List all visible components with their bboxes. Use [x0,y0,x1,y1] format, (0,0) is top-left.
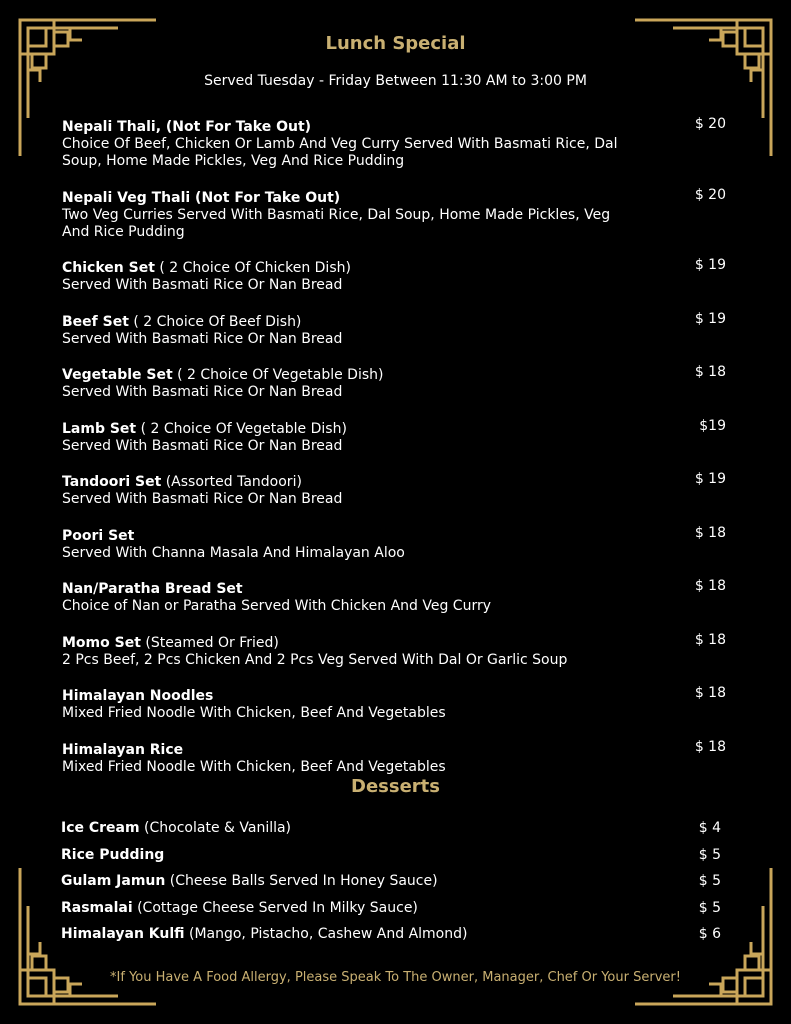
item-description: 2 Pcs Beef, 2 Pcs Chicken And 2 Pcs Veg Served With Dal Or Garlic Soup [62,651,568,668]
dessert-item [61,820,721,847]
item-price: $ 18 [694,364,726,380]
item-price: $19 [699,417,726,434]
dessert-item [61,926,721,953]
item-detail: ( 2 Choice Of Beef Dish) [128,313,302,330]
item-name: Poori Set [62,527,135,544]
menu-item [62,578,726,615]
dessert-detail: (Cheese Balls Served In Honey Sauce) [165,873,438,889]
menu-item [62,364,726,401]
serving-hours: Served Tuesday - Friday Between 11:30 AM to 3:00 PM [204,73,587,89]
item-price: $ 18 [694,578,726,594]
item-name: Himalayan Rice [62,741,184,758]
item-name: Beef Set [62,313,129,330]
item-name: Lamb Set [62,420,137,437]
dessert-price: $ 5 [698,899,721,916]
menu-item [62,525,726,562]
dessert-name: Himalayan Kulfi [61,926,185,942]
item-detail: ( 2 Choice Of Chicken Dish) [154,260,351,276]
item-description: Served With Basmati Rice Or Nan Bread [62,277,343,293]
allergy-note: *If You Have A Food Allergy, Please Speak To The Owner, Manager, Chef Or Your Server! [110,970,681,985]
item-name: Momo Set [62,634,141,651]
menu-item [62,311,726,348]
menu-item [62,257,726,294]
item-price: $ 19 [694,310,726,327]
dessert-detail: (Cottage Cheese Served In Milky Sauce) [132,899,418,916]
dessert-price: $ 5 [698,873,721,889]
dessert-price: $ 4 [698,820,721,836]
dessert-item [61,900,721,927]
item-name: Nan/Paratha Bread Set [62,581,243,597]
item-description: Served With Basmati Rice Or Nan Bread [62,384,343,400]
item-description: Choice of Nan or Paratha Served With Chicken And Veg Curry [62,598,492,614]
item-name: Tandoori Set [62,474,162,490]
item-description: Served With Basmati Rice Or Nan Bread [62,437,343,454]
item-name: Vegetable Set [62,367,173,383]
item-name: Nepali Thali, (Not For Take Out) [62,119,312,135]
menu-item [62,739,726,776]
menu-item [62,418,726,455]
lunch-items-list [62,116,726,792]
item-detail: ( 2 Choice Of Vegetable Dish) [136,420,347,437]
item-price: $ 19 [694,257,726,273]
dessert-name: Ice Cream [61,820,140,836]
item-detail: (Assorted Tandoori) [161,474,302,490]
dessert-price: $ 5 [698,846,721,863]
dessert-item [61,847,721,874]
item-price: $ 20 [694,116,726,132]
item-description: Two Veg Curries Served With Basmati Rice, Dal Soup, Home Made Pickles, Veg And Rice Pudding [62,206,611,240]
menu-item [62,632,726,669]
item-description: Served With Basmati Rice Or Nan Bread [62,491,343,507]
desserts-list [61,820,721,953]
dessert-item [61,873,721,900]
dessert-price: $ 6 [698,926,721,942]
item-price: $ 18 [694,685,726,701]
item-price: $ 18 [694,738,726,755]
item-description: Mixed Fried Noodle With Chicken, Beef And Vegetables [62,705,446,721]
item-detail: ( 2 Choice Of Vegetable Dish) [172,367,384,383]
item-detail: (Steamed Or Fried) [140,634,279,651]
menu-item [62,685,726,722]
item-description: Mixed Fried Noodle With Chicken, Beef And Vegetables [62,758,446,775]
item-description: Served With Basmati Rice Or Nan Bread [62,330,343,347]
item-price: $ 20 [694,186,726,203]
menu-item [62,116,726,170]
dessert-detail: (Mango, Pistacho, Cashew And Almond) [184,926,468,942]
dessert-name: Rasmalai [61,899,133,916]
item-description: Served With Channa Masala And Himalayan Aloo [62,544,405,561]
dessert-name: Rice Pudding [61,846,165,863]
item-name: Chicken Set [62,260,155,276]
item-description: Choice Of Beef, Chicken Or Lamb And Veg Curry Served With Basmati Rice, Dal Soup, Home Made Pickles, Veg And Rice Pudding [62,136,618,169]
menu-title: Lunch Special [325,33,466,54]
desserts-title: Desserts [351,776,440,797]
menu-item [62,471,726,508]
item-price: $ 19 [694,471,726,487]
item-name: Nepali Veg Thali (Not For Take Out) [62,189,341,206]
item-price: $ 18 [694,631,726,648]
dessert-name: Gulam Jamun [61,873,166,889]
item-price: $ 18 [694,524,726,541]
item-name: Himalayan Noodles [62,688,214,704]
menu-item [62,187,726,241]
dessert-detail: (Chocolate & Vanilla) [139,820,292,836]
